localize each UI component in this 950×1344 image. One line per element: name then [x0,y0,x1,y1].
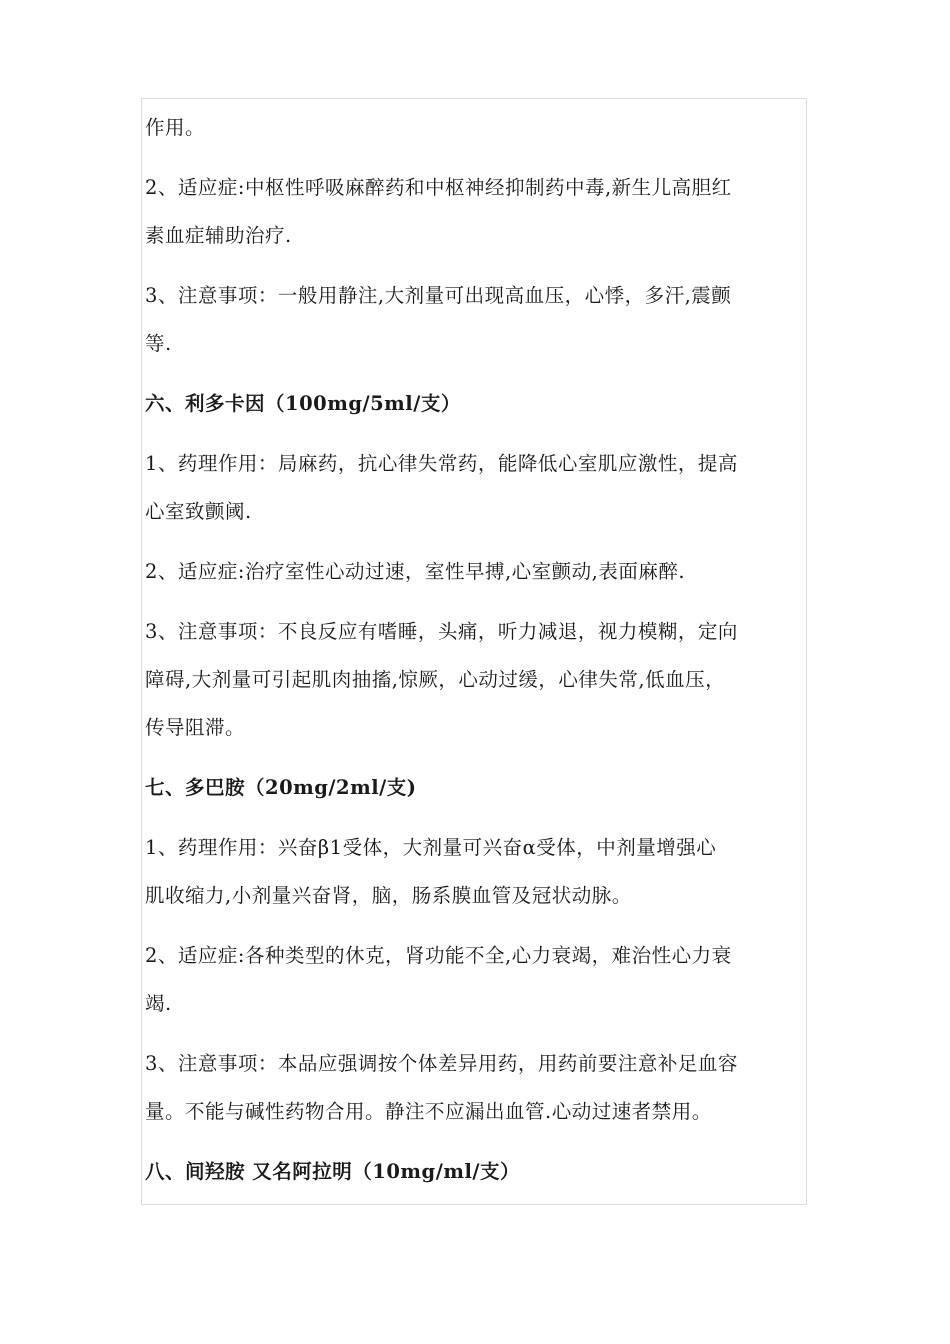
paragraph [145,272,807,368]
paragraph [145,824,807,920]
paragraph [145,104,807,152]
text-line: 量。不能与碱性药物合用。静注不应漏出血管.心动过速者禁用。 [145,1100,712,1123]
section-heading [145,380,807,428]
section-heading [145,1148,807,1196]
text-line: 2、适应症:中枢性呼吸麻醉药和中枢神经抑制药中毒,新生儿高胆红 [145,176,732,199]
text-line: 1、药理作用：局麻药，抗心律失常药，能降低心室肌应激性，提高 [145,452,738,475]
paragraph [145,440,807,536]
text-line: 1、药理作用：兴奋β1受体，大剂量可兴奋α受体，中剂量增强心 [145,836,717,859]
text-line: 等. [145,332,172,355]
text-line: 肌收缩力,小剂量兴奋肾，脑，肠系膜血管及冠状动脉。 [145,884,632,907]
text-line: 六、利多卡因（100mg/5ml/支） [145,392,461,415]
text-line: 作用。 [145,116,206,139]
document-body [145,104,807,1208]
text-line: 竭. [145,992,172,1015]
paragraph [145,1040,807,1136]
text-line: 素血症辅助治疗. [145,224,292,247]
text-line: 2、适应症:治疗室性心动过速，室性早搏,心室颤动,表面麻醉. [145,560,686,583]
text-line: 3、注意事项：本品应强调按个体差异用药，用药前要注意补足血容 [145,1052,738,1075]
text-line: 3、注意事项：一般用静注,大剂量可出现高血压，心悸，多汗,震颤 [145,284,732,307]
text-line: 2、适应症:各种类型的休克，肾功能不全,心力衰竭，难治性心力衰 [145,944,732,967]
paragraph [145,932,807,1028]
text-line: 3、注意事项：不良反应有嗜睡，头痛，听力减退，视力模糊，定向 [145,620,738,643]
paragraph [145,164,807,260]
paragraph [145,548,807,596]
paragraph [145,608,807,752]
text-line: 障碍,大剂量可引起肌肉抽搐,惊厥，心动过缓，心律失常,低血压， [145,668,726,691]
text-line: 传导阻滞。 [145,716,246,739]
text-line: 七、多巴胺（20mg/2ml/支) [145,776,417,799]
text-line: 八、间羟胺 又名阿拉明（10mg/ml/支） [145,1160,520,1183]
text-line: 心室致颤阈. [145,500,252,523]
section-heading [145,764,807,812]
